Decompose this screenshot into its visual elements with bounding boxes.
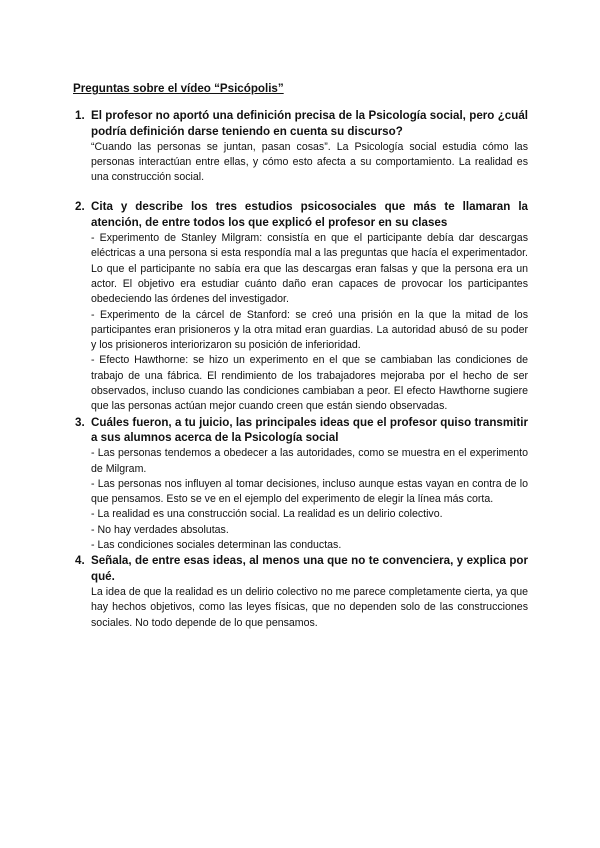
question-text: Señala, de entre esas ideas, al menos una que no te convenciera, y explica por qué. xyxy=(91,554,528,584)
question-item-4 xyxy=(73,553,528,630)
answer-paragraph: - Efecto Hawthorne: se hizo un experimento en el que se cambiaban las condiciones de trabajo de una fábrica. El rendimiento de los trabajadores mejoraba por el hecho de ser observados, incluso cuando las condiciones cambiaban a peor. El efecto Hawthorne sugiere que las personas actúan mejor cuando creen que están siendo observadas. xyxy=(91,354,528,413)
question-list xyxy=(73,108,528,631)
spacer xyxy=(73,185,528,199)
answer-paragraph: La idea de que la realidad es un delirio colectivo no me parece completamente cierta, ya que hay hechos objetivos, como las leyes físicas, que no dependen solo de las construcciones sociales. No todo depende de lo que pensamos. xyxy=(91,585,528,629)
answer-paragraph: - No hay verdades absolutas. xyxy=(91,523,229,536)
document-title: Preguntas sobre el vídeo “Psicópolis” xyxy=(73,82,284,95)
question-item-3 xyxy=(73,415,528,554)
question-text: Cuáles fueron, a tu juicio, las principales ideas que el profesor quiso transmitir a sus alumnos acerca de la Psicología social xyxy=(91,415,528,445)
question-number: 4. xyxy=(75,554,85,568)
question-text: El profesor no aportó una definición precisa de la Psicología social, pero ¿cuál podría definición darse teniendo en cuenta su discurso? xyxy=(91,109,528,138)
answer-paragraph: - Experimento de la cárcel de Stanford: se creó una prisión en la que la mitad de los participantes eran prisioneros y la otra mitad eran guardias. La autoridad abusó de su poder y los prisioneros interiorizaron su posición de inferioridad. xyxy=(91,308,528,352)
answer-paragraph: “Cuando las personas se juntan, pasan cosas”. La Psicología social estudia cómo las personas interactúan entre ellas, y cómo esto afecta a su comportamiento. La realidad es una construcción social. xyxy=(91,140,528,184)
question-item-1 xyxy=(73,108,528,185)
answer-paragraph: - La realidad es una construcción social. La realidad es un delirio colectivo. xyxy=(91,508,443,521)
question-number: 3. xyxy=(75,415,85,429)
answer-paragraph: - Experimento de Stanley Milgram: consistía en que el participante debía dar descargas eléctricas a una persona si esta respondía mal a las preguntas que hacía el experimentador. Lo que el participante no sabía era que las descargas eran falsas y que la persona era un actor. El objetivo era estudiar cuánto daño eran capaces de provocar los participantes obedeciendo las órdenes del investigador. xyxy=(91,232,528,306)
answer-paragraph: - Las personas nos influyen al tomar decisiones, incluso aunque estas vayan en contra de lo que pensamos. Esto se ve en el ejemplo del experimento de elegir la línea más corta. xyxy=(91,477,528,506)
question-text: Cita y describe los tres estudios psicosociales que más te llamaran la atención, de entre todos los que explicó el profesor en su clases xyxy=(91,200,528,230)
question-number: 2. xyxy=(75,200,85,214)
answer-paragraph: - Las condiciones sociales determinan las conductas. xyxy=(91,539,342,552)
question-number: 1. xyxy=(75,109,85,122)
answer-paragraph: - Las personas tendemos a obedecer a las autoridades, como se muestra en el experimento de Milgram. xyxy=(91,447,528,475)
question-item-2 xyxy=(73,199,528,414)
